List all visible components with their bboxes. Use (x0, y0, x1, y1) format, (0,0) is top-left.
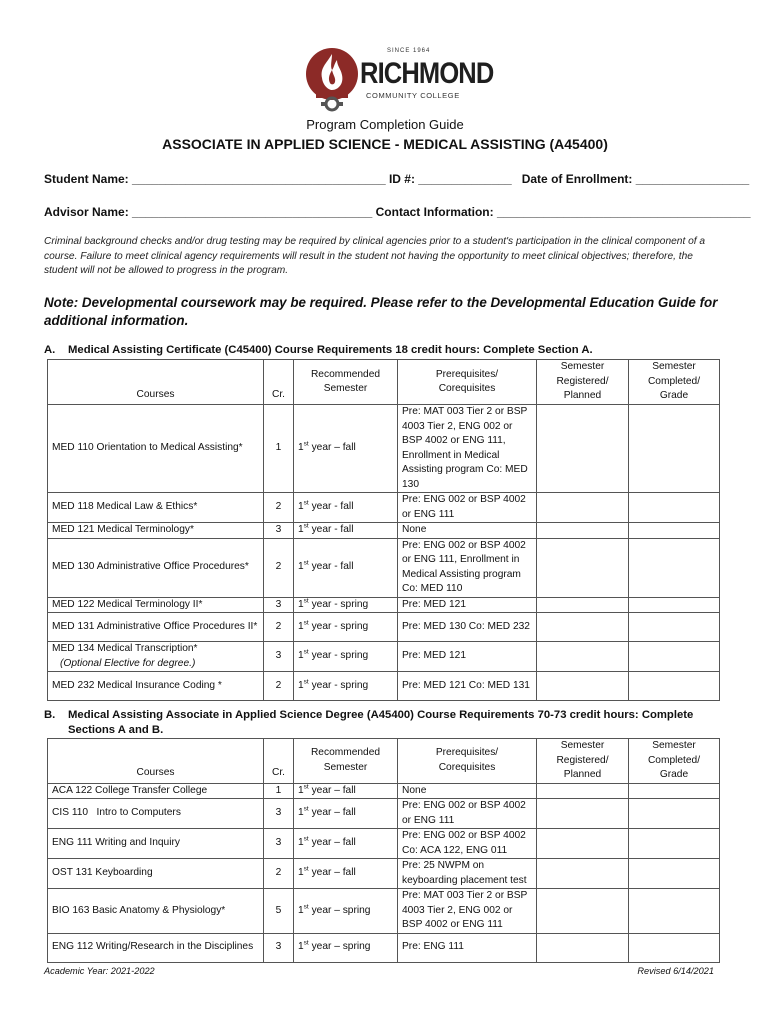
course-note: (Optional Elective for degree.) (60, 657, 196, 669)
table-row (48, 538, 720, 597)
course-prerequisites: Pre: ENG 002 or BSP 4002 or ENG 111 (398, 799, 537, 829)
course-credits: 3 (264, 799, 294, 829)
course-prerequisites: Pre: ENG 002 or BSP 4002 or ENG 111 (398, 493, 537, 523)
course-semester: 1st year – spring (294, 889, 398, 934)
course-name: OST 131 Keyboarding (48, 859, 264, 889)
semester-registered-cell[interactable] (537, 613, 629, 642)
course-prerequisites: Pre: MED 121 (398, 597, 537, 613)
semester-completed-cell[interactable] (629, 613, 720, 642)
course-semester: 1st year - spring (294, 672, 398, 701)
header-courses: Courses (48, 360, 264, 405)
section-b-table (47, 738, 720, 963)
table-row (48, 783, 720, 799)
semester-registered-cell[interactable] (537, 889, 629, 934)
semester-completed-cell[interactable] (629, 783, 720, 799)
course-credits: 5 (264, 889, 294, 934)
semester-completed-cell[interactable] (629, 523, 720, 539)
course-prerequisites: Pre: ENG 002 or BSP 4002 Co: ACA 122, ENG 011 (398, 829, 537, 859)
course-credits: 2 (264, 859, 294, 889)
section-a-table (47, 359, 720, 701)
semester-completed-cell[interactable] (629, 405, 720, 493)
table-row (48, 523, 720, 539)
course-prerequisites: Pre: ENG 002 or BSP 4002 or ENG 111, Enrollment in Medical Assisting program Co: MED 110 (398, 538, 537, 597)
logo-since: SINCE 1964 (387, 48, 431, 54)
course-name: MED 131 Administrative Office Procedures II* (48, 613, 264, 642)
course-semester: 1st year - spring (294, 642, 398, 672)
course-name: MED 121 Medical Terminology* (48, 523, 264, 539)
course-name: MED 232 Medical Insurance Coding * (48, 672, 264, 701)
table-row (48, 672, 720, 701)
course-credits: 2 (264, 672, 294, 701)
course-prerequisites: Pre: MAT 003 Tier 2 or BSP 4003 Tier 2, ENG 002 or BSP 4002 or ENG 111, Enrollment in Medical Assisting program Co: MED 130 (398, 405, 537, 493)
section-b-letter: B. (44, 709, 56, 721)
semester-registered-cell[interactable] (537, 933, 629, 962)
semester-completed-cell[interactable] (629, 829, 720, 859)
course-credits: 1 (264, 405, 294, 493)
course-semester: 1st year - fall (294, 538, 398, 597)
semester-registered-cell[interactable] (537, 597, 629, 613)
course-credits: 2 (264, 493, 294, 523)
section-b-title: Medical Assisting Associate in Applied Science Degree (A45400) Course Requirements 70-73 credit hours: Complete Sections A and B. (68, 709, 694, 736)
course-semester: 1st year - spring (294, 597, 398, 613)
course-semester: 1st year - fall (294, 523, 398, 539)
course-semester: 1st year – fall (294, 405, 398, 493)
footer-revised-date: Revised 6/14/2021 (637, 966, 714, 976)
semester-registered-cell[interactable] (537, 672, 629, 701)
table-row (48, 642, 720, 672)
course-name: MED 110 Orientation to Medical Assisting* (48, 405, 264, 493)
table-row (48, 799, 720, 829)
table-row (48, 859, 720, 889)
header-credits: Cr. (264, 360, 294, 405)
course-credits: 2 (264, 613, 294, 642)
semester-completed-cell[interactable] (629, 859, 720, 889)
flame-gear-emblem-icon (304, 44, 362, 114)
table-row (48, 613, 720, 642)
course-semester: 1st year – fall (294, 829, 398, 859)
course-prerequisites: Pre: MED 121 Co: MED 131 (398, 672, 537, 701)
semester-registered-cell[interactable] (537, 493, 629, 523)
course-name: ENG 111 Writing and Inquiry (48, 829, 264, 859)
semester-completed-cell[interactable] (629, 672, 720, 701)
course-prerequisites: Pre: MED 121 (398, 642, 537, 672)
course-semester: 1st year - spring (294, 613, 398, 642)
semester-registered-cell[interactable] (537, 538, 629, 597)
course-credits: 3 (264, 829, 294, 859)
course-name: MED 118 Medical Law & Ethics* (48, 493, 264, 523)
student-info-line: Student Name: ______________________________________ ID #: ______________ Date of Enrollment: _________________ (44, 172, 750, 186)
footer-academic-year: Academic Year: 2021-2022 (44, 966, 155, 976)
section-a-heading (44, 343, 734, 358)
course-semester: 1st year - fall (294, 493, 398, 523)
course-prerequisites: None (398, 783, 537, 799)
semester-completed-cell[interactable] (629, 799, 720, 829)
course-semester: 1st year – fall (294, 859, 398, 889)
header-prerequisites: Prerequisites/ Corequisites (398, 360, 537, 405)
semester-completed-cell[interactable] (629, 538, 720, 597)
header-prerequisites: Prerequisites/ Corequisites (398, 739, 537, 784)
advisor-info-line: Advisor Name: ____________________________________ Contact Information: ______________________________________ (44, 205, 751, 219)
course-credits: 2 (264, 538, 294, 597)
logo-subtitle: COMMUNITY COLLEGE (366, 91, 460, 100)
developmental-note: Note: Developmental coursework may be required. Please refer to the Developmental Education Guide for additional information. (44, 295, 718, 328)
course-name: MED 130 Administrative Office Procedures* (48, 538, 264, 597)
section-a-letter: A. (44, 344, 56, 356)
course-semester: 1st year – spring (294, 933, 398, 962)
course-prerequisites: Pre: MED 130 Co: MED 232 (398, 613, 537, 642)
page-title: Program Completion Guide (306, 117, 464, 132)
section-b-heading (44, 708, 734, 738)
table-row (48, 493, 720, 523)
semester-completed-cell[interactable] (629, 642, 720, 672)
course-semester: 1st year – fall (294, 799, 398, 829)
semester-registered-cell[interactable] (537, 783, 629, 799)
header-recommended-semester: Recommended Semester (294, 360, 398, 405)
semester-registered-cell[interactable] (537, 642, 629, 672)
course-credits: 3 (264, 933, 294, 962)
course-prerequisites: None (398, 523, 537, 539)
table-row (48, 405, 720, 493)
course-credits: 3 (264, 642, 294, 672)
course-credits: 3 (264, 597, 294, 613)
semester-completed-cell[interactable] (629, 933, 720, 962)
header-courses: Courses (48, 739, 264, 784)
course-name: CIS 110 Intro to Computers (48, 799, 264, 829)
course-name: BIO 163 Basic Anatomy & Physiology* (48, 889, 264, 934)
header-semester-registered: Semester Registered/ Planned (537, 739, 629, 784)
course-credits: 3 (264, 523, 294, 539)
header-recommended-semester: Recommended Semester (294, 739, 398, 784)
course-name: ENG 112 Writing/Research in the Disciplines (48, 933, 264, 962)
table-row (48, 933, 720, 962)
course-credits: 1 (264, 783, 294, 799)
header-semester-registered: Semester Registered/ Planned (537, 360, 629, 405)
semester-registered-cell[interactable] (537, 405, 629, 493)
course-prerequisites: Pre: ENG 111 (398, 933, 537, 962)
course-semester: 1st year – fall (294, 783, 398, 799)
semester-completed-cell[interactable] (629, 889, 720, 934)
header-credits: Cr. (264, 739, 294, 784)
semester-registered-cell[interactable] (537, 799, 629, 829)
semester-registered-cell[interactable] (537, 829, 629, 859)
course-name: MED 122 Medical Terminology II* (48, 597, 264, 613)
header-semester-completed: Semester Completed/ Grade (629, 360, 720, 405)
semester-registered-cell[interactable] (537, 523, 629, 539)
header-semester-completed: Semester Completed/ Grade (629, 739, 720, 784)
course-name: MED 134 Medical Transcription* (Optional Elective for degree.) (48, 642, 264, 672)
logo-name: RICHMOND (360, 57, 494, 90)
table-row (48, 829, 720, 859)
course-prerequisites: Pre: MAT 003 Tier 2 or BSP 4003 Tier 2, ENG 002 or BSP 4002 or ENG 111 (398, 889, 537, 934)
semester-completed-cell[interactable] (629, 597, 720, 613)
table-row (48, 597, 720, 613)
program-title: ASSOCIATE IN APPLIED SCIENCE - MEDICAL ASSISTING (A45400) (162, 136, 608, 152)
college-logo (304, 44, 494, 114)
course-name: ACA 122 College Transfer College (48, 783, 264, 799)
semester-completed-cell[interactable] (629, 493, 720, 523)
semester-registered-cell[interactable] (537, 859, 629, 889)
table-row (48, 889, 720, 934)
section-a-title: Medical Assisting Certificate (C45400) Course Requirements 18 credit hours: Complete Section A. (68, 344, 593, 356)
course-prerequisites: Pre: 25 NWPM on keyboarding placement test (398, 859, 537, 889)
disclaimer-text: Criminal background checks and/or drug testing may be required by clinical agencies prior to a student's participation in the clinical component of a course. Failure to meet clinical agency requirements will result in the student not having the opportunity to meet clinical objectives; therefore, the student will not be allowed to progress in the program. (44, 236, 706, 277)
